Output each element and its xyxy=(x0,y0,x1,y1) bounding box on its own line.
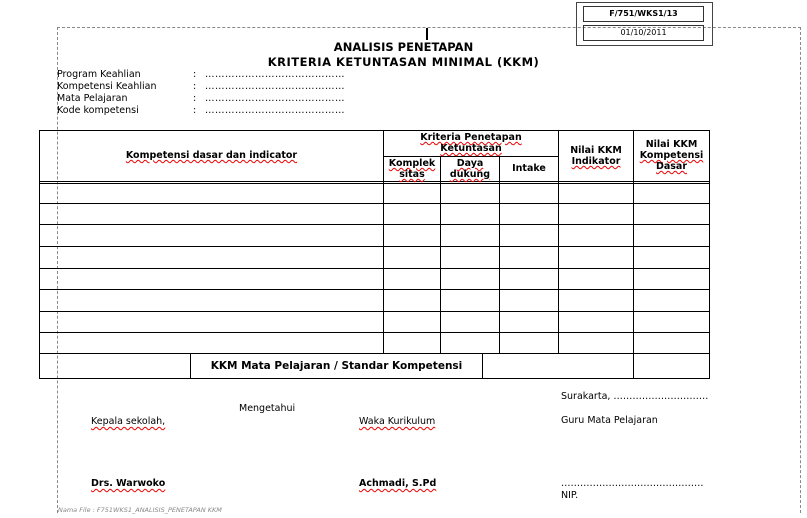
col-divider xyxy=(440,156,441,353)
field-value-kompetensi[interactable]: …………………………………… xyxy=(205,81,345,92)
waka-kurikulum-name: Achmadi, S.Pd xyxy=(359,478,437,489)
col-header-intake: Intake xyxy=(512,163,546,174)
page-border xyxy=(57,27,801,513)
col-header-kompleksitas-line-1: Komplek xyxy=(388,158,436,169)
guru-title: Guru Mata Pelajaran xyxy=(561,415,658,426)
form-date: 01/10/2011 xyxy=(583,25,704,41)
field-colon: : xyxy=(193,93,197,104)
table-border-left xyxy=(39,130,40,379)
table-border-right xyxy=(709,130,710,379)
col-header-kompleksitas-line-2: sitas xyxy=(399,169,425,180)
col-header-daya-dukung-line-1: Daya xyxy=(456,158,484,169)
form-code: F/751/WKS1/13 xyxy=(583,6,704,22)
col-header-daya-dukung-line-2: dukung xyxy=(449,169,491,180)
place-date: Surakarta, ………………………… xyxy=(561,391,709,402)
col-header-kompetensi-label: Kompetensi dasar dan indicator xyxy=(125,150,298,161)
field-label-program: Program Keahlian xyxy=(57,69,141,80)
field-label-kode: Kode kompetensi xyxy=(57,105,139,116)
field-label-kompetensi: Kompetensi Keahlian xyxy=(57,81,157,92)
col-header-kompetensi xyxy=(40,150,383,161)
field-colon: : xyxy=(193,81,197,92)
field-value-program[interactable]: …………………………………… xyxy=(205,69,345,80)
col-divider xyxy=(499,156,500,353)
footer-cell-border xyxy=(482,353,483,378)
col-header-kkm-kd-line-2: Kompetensi xyxy=(639,150,704,161)
mengetahui-label: Mengetahui xyxy=(239,403,296,414)
table-subheader-rule xyxy=(383,156,559,157)
nip-label: NIP. xyxy=(561,490,579,501)
table-row xyxy=(39,246,710,247)
table-row xyxy=(39,311,710,312)
col-header-kriteria xyxy=(384,132,558,154)
table-row xyxy=(39,268,710,269)
table-row xyxy=(39,203,710,204)
table-header-rule xyxy=(39,181,710,182)
table-header-rule xyxy=(39,183,710,184)
col-header-kkm-indikator xyxy=(559,145,633,167)
table-row xyxy=(39,353,710,354)
title-line-1: ANALISIS PENETAPAN xyxy=(333,40,474,54)
kepala-sekolah-name: Drs. Warwoko xyxy=(91,478,166,489)
text-cursor xyxy=(426,28,428,40)
col-header-kriteria-line-2: Ketuntasan xyxy=(440,143,502,154)
title-line-2: KRITERIA KETUNTASAN MINIMAL (KKM) xyxy=(267,55,540,69)
table-border-top xyxy=(39,130,710,131)
kkm-footer-label: KKM Mata Pelajaran / Standar Kompetensi xyxy=(210,360,463,372)
col-header-kriteria-line-1: Kriteria Penetapan xyxy=(420,132,522,143)
col-header-kkm-kd-line-3: Dasar xyxy=(655,161,688,172)
waka-kurikulum-title: Waka Kurikulum xyxy=(359,416,436,427)
table-row xyxy=(39,289,710,290)
col-header-kompleksitas xyxy=(384,158,440,180)
file-name-note: Nama File : F751WKS1_ANALISIS_PENETAPAN KKM xyxy=(58,506,222,514)
kepala-sekolah-title: Kepala sekolah, xyxy=(91,416,166,427)
col-header-daya-dukung xyxy=(441,158,499,180)
col-header-kkm-kd xyxy=(634,139,709,172)
guru-name-line[interactable]: ……………………………………… xyxy=(561,478,704,489)
table-row xyxy=(39,332,710,333)
table-border-bottom xyxy=(39,378,710,379)
field-colon: : xyxy=(193,69,197,80)
field-colon: : xyxy=(193,105,197,116)
col-header-kkm-kd-line-1: Nilai KKM xyxy=(645,139,698,150)
table-row xyxy=(39,224,710,225)
col-header-kkm-indikator-line-2: Indikator xyxy=(571,156,621,167)
field-value-kode[interactable]: …………………………………… xyxy=(205,105,345,116)
col-header-kkm-indikator-line-1: Nilai KKM xyxy=(570,145,622,156)
field-value-mapel[interactable]: …………………………………… xyxy=(205,93,345,104)
field-label-mapel: Mata Pelajaran xyxy=(57,93,128,104)
